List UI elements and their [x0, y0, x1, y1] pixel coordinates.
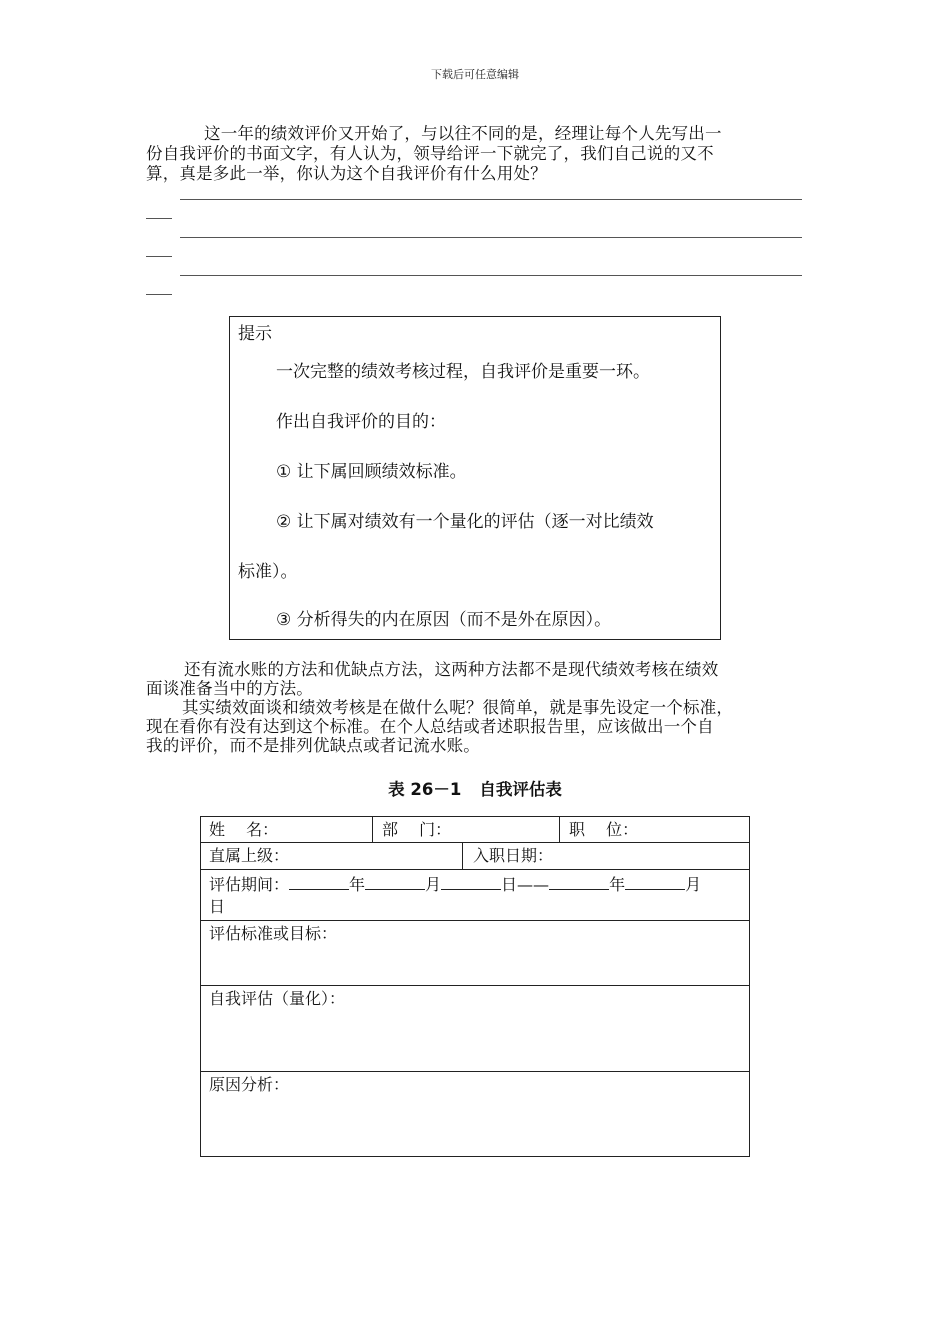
intro-paragraph	[146, 124, 806, 184]
table-title: 自我评估表	[479, 780, 562, 799]
standard-field[interactable]: 评估标准或目标：	[209, 924, 338, 943]
end-year-blank[interactable]	[549, 873, 609, 890]
body-line: 我的评价，而不是排列优缺点或者记流水账。	[146, 736, 480, 755]
body-paragraph-2	[146, 698, 810, 755]
department-field[interactable]: 部 门：	[382, 820, 452, 839]
join-date-field[interactable]: 入职日期：	[473, 846, 554, 865]
start-day-blank[interactable]	[441, 873, 501, 890]
table-number: 表 26－1	[388, 780, 462, 799]
row-divider	[201, 920, 749, 921]
period-label: 评估期间：	[209, 875, 290, 894]
tip-line: 作出自我评价的目的：	[276, 412, 446, 432]
body-line: 面谈准备当中的方法。	[146, 679, 313, 698]
name-field[interactable]: 姓 名：	[209, 820, 279, 839]
cause-analysis-field[interactable]: 原因分析：	[209, 1075, 290, 1094]
tip-list-item: ① 让下属回顾绩效标准。	[276, 462, 467, 482]
tip-list-item: ② 让下属对绩效有一个量化的评估（逐一对比绩效	[276, 512, 654, 532]
answer-line-end	[146, 218, 172, 219]
body-paragraph-1	[146, 660, 810, 698]
body-line: 其实绩效面谈和绩效考核是在做什么呢？很简单，就是事先设定一个标准，	[182, 698, 734, 717]
tip-list-item-continued: 标准）。	[238, 562, 298, 582]
row-divider	[201, 842, 749, 843]
row-divider	[201, 1071, 749, 1072]
answer-line[interactable]	[180, 199, 802, 200]
col-divider	[559, 817, 560, 842]
answer-line-end	[146, 294, 172, 295]
end-day-label: 日	[209, 897, 226, 916]
row-divider	[201, 869, 749, 870]
self-evaluation-field[interactable]: 自我评估（量化）：	[209, 989, 346, 1008]
supervisor-field[interactable]: 直属上级：	[209, 846, 290, 865]
body-line: 还有流水账的方法和优缺点方法，这两种方法都不是现代绩效考核在绩效	[184, 660, 719, 679]
end-month-blank[interactable]	[625, 873, 685, 890]
intro-line: 份自我评价的书面文字，有人认为，领导给评一下就完了，我们自己说的又不	[146, 144, 714, 163]
row-divider	[201, 985, 749, 986]
intro-line: 算，真是多此一举，你认为这个自我评价有什么用处？	[146, 164, 547, 183]
self-assessment-form	[200, 816, 750, 1157]
col-divider	[372, 817, 373, 842]
answer-line[interactable]	[180, 275, 802, 276]
answer-line-end	[146, 256, 172, 257]
tip-list-item: ③ 分析得失的内在原因（而不是外在原因）。	[276, 610, 612, 630]
start-year-blank[interactable]	[289, 873, 349, 890]
evaluation-period-field[interactable]: 评估期间： 年 月 日—— 年 月	[209, 875, 702, 894]
intro-line: 这一年的绩效评价又开始了，与以往不同的是，经理让每个人先写出一	[204, 124, 722, 143]
table-caption	[0, 776, 950, 800]
answer-line[interactable]	[180, 237, 802, 238]
tip-title: 提示	[238, 324, 272, 344]
body-line: 现在看你有没有达到这个标准。在个人总结或者述职报告里，应该做出一个自	[146, 717, 714, 736]
page-header: 下载后可任意编辑	[431, 68, 519, 81]
tip-box	[229, 316, 721, 640]
position-field[interactable]: 职 位：	[569, 820, 639, 839]
col-divider	[462, 842, 463, 869]
start-month-blank[interactable]	[365, 873, 425, 890]
tip-line: 一次完整的绩效考核过程，自我评价是重要一环。	[276, 362, 650, 382]
